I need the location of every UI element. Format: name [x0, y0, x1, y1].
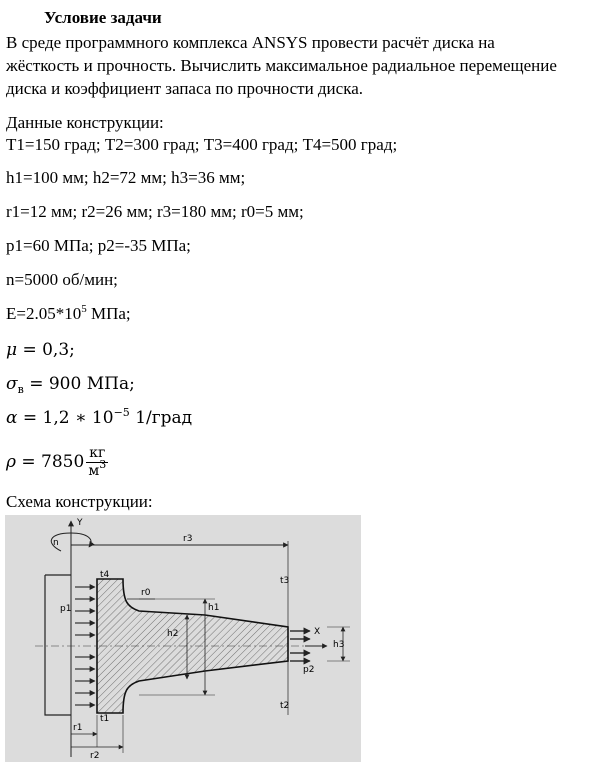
y-axis-label: Y	[77, 518, 83, 528]
ultimate-strength: $\sigma_в = 900$ МПа;	[6, 374, 135, 396]
thermal-expansion: α = 1,2 ∗ $10^{-5}$ 1/град	[6, 406, 193, 428]
r1-label: r1	[73, 723, 83, 733]
r3-label: r3	[183, 534, 193, 544]
disk-schema-diagram	[5, 515, 361, 762]
p2-label: p2	[303, 665, 315, 675]
x-axis-label: X	[314, 627, 321, 637]
t3-label: t3	[280, 576, 290, 586]
t2-label: t2	[280, 701, 290, 711]
radii: r1=12 мм; r2=26 мм; r3=180 мм; r0=5 мм;	[6, 202, 304, 221]
youngs-modulus: $E=2.05*10^5$ МПа;	[6, 303, 131, 323]
task-title: Условие задачи	[44, 8, 162, 27]
task-line-2: жёсткость и прочность. Вычислить максимальное радиальное перемещение	[6, 56, 557, 75]
t4-label: t4	[100, 570, 110, 580]
t1-label: t1	[100, 714, 110, 724]
r2-label: r2	[90, 751, 100, 761]
rotation-speed: n=5000 об/мин;	[6, 270, 118, 289]
pressures: p1=60 МПа; p2=-35 МПа;	[6, 236, 191, 255]
h3-label: h3	[333, 640, 345, 650]
h1-label: h1	[208, 603, 220, 613]
rotation-label: n	[53, 538, 59, 548]
task-line-1: В среде программного комплекса ANSYS провести расчёт диска на	[6, 33, 495, 52]
schema-heading: Схема конструкции:	[6, 492, 153, 511]
heights: h1=100 мм; h2=72 мм; h3=36 мм;	[6, 168, 246, 187]
poisson-ratio: μ = 0,3;	[6, 340, 75, 360]
density: ρ = 7850 $\frac{кг}{м^3}$	[6, 445, 107, 479]
data-heading: Данные конструкции:	[6, 113, 164, 132]
r0-label: r0	[141, 588, 151, 598]
h2-label: h2	[167, 629, 179, 639]
task-line-3: диска и коэффициент запаса по прочности диска.	[6, 79, 363, 98]
p1-label: p1	[60, 604, 72, 614]
temperatures: T1=150 град; T2=300 град; T3=400 град; T4=500 град;	[6, 135, 398, 154]
